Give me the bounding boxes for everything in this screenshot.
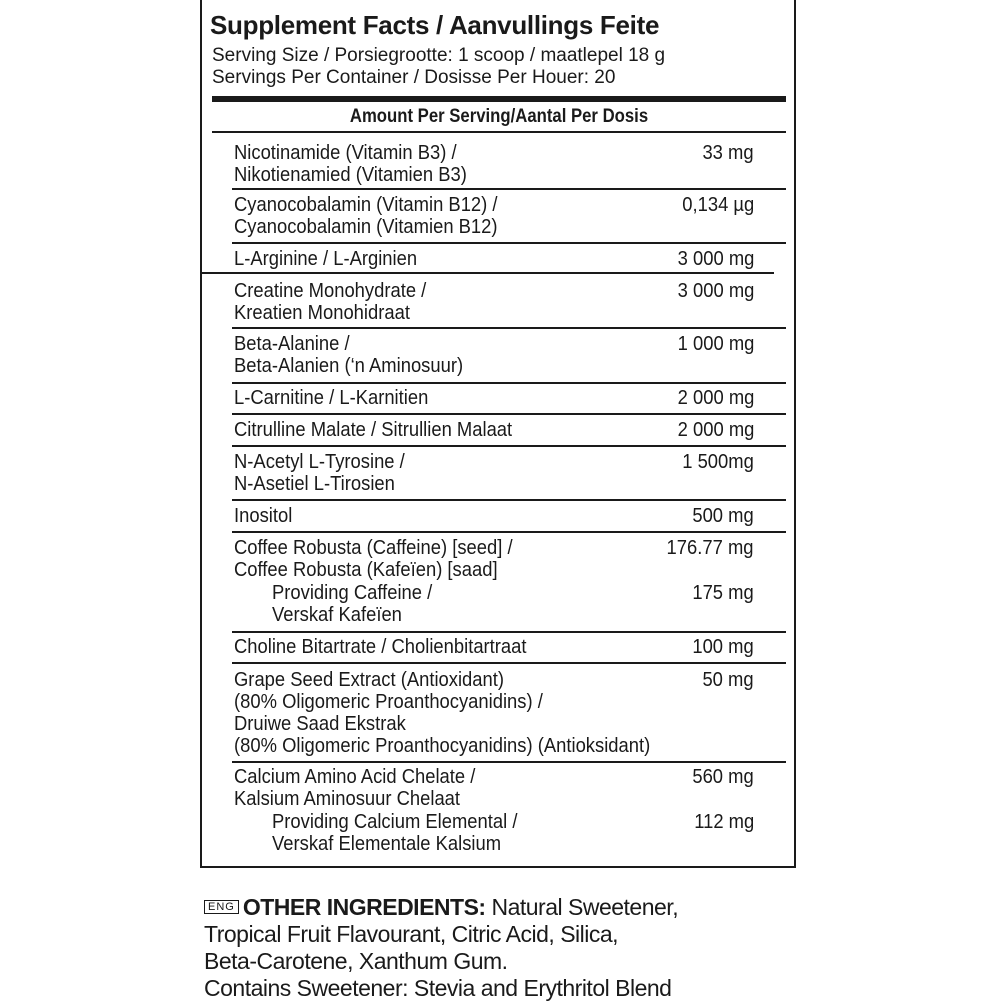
language-badge: ENG: [204, 900, 239, 914]
nutrient-name: L-Arginine / L-Arginien: [234, 248, 418, 270]
other-ingredients-heading: OTHER INGREDIENTS:: [242, 894, 486, 920]
row-divider: [232, 531, 786, 533]
amount-per-serving-header: Amount Per Serving/Aantal Per Dosis: [349, 106, 649, 127]
row-divider: [232, 499, 786, 501]
row-divider: [232, 413, 786, 415]
servings-per-container: Servings Per Container / Dosisse Per Houer: 20: [212, 67, 616, 88]
nutrient-name: Citrulline Malate / Sitrullien Malaat: [234, 419, 513, 441]
other-ingredients: [204, 894, 804, 1002]
nutrient-amount: 50 mg: [702, 669, 754, 691]
nutrient-name: Choline Bitartrate / Cholienbitartraat: [234, 636, 527, 658]
row-divider: [202, 272, 774, 274]
nutrient-amount: 2 000 mg: [677, 419, 754, 441]
panel-title: Supplement Facts / Aanvullings Feite: [210, 10, 660, 40]
nutrient-name: Grape Seed Extract (Antioxidant) (80% Oligomeric Proanthocyanidins) / Druiwe Saad Ekstrak (80% Oligomeric Proanthocyanidins) (Antioksidant): [234, 669, 651, 757]
nutrient-amount: 1 000 mg: [677, 333, 754, 355]
nutrient-name: Nicotinamide (Vitamin B3) / Nikotienamied (Vitamien B3): [234, 142, 467, 186]
supplement-facts-panel: [200, 0, 796, 868]
row-divider: [232, 761, 786, 763]
nutrient-amount: 2 000 mg: [677, 387, 754, 409]
header-divider: [212, 131, 786, 133]
nutrient-sub-amount: 175 mg: [692, 582, 754, 604]
nutrient-name: Cyanocobalamin (Vitamin B12) / Cyanocobalamin (Vitamien B12): [234, 194, 498, 238]
serving-size: Serving Size / Porsiegrootte: 1 scoop / maatlepel 18 g: [212, 45, 666, 66]
nutrient-name: L-Carnitine / L-Karnitien: [234, 387, 429, 409]
nutrient-amount: 1 500mg: [682, 451, 754, 473]
nutrient-sub-amount: 112 mg: [693, 811, 754, 833]
nutrient-name: N-Acetyl L-Tyrosine / N-Asetiel L-Tirosien: [234, 451, 405, 495]
nutrient-sub-name: Providing Calcium Elemental / Verskaf Elementale Kalsium: [272, 811, 518, 855]
nutrient-amount: 3 000 mg: [677, 280, 754, 302]
other-ingredients-line: Contains Sweetener: Stevia and Erythritol Blend: [204, 975, 672, 1001]
nutrient-sub-name: Providing Caffeine / Verskaf Kafeïen: [272, 582, 433, 626]
row-divider: [232, 445, 786, 447]
other-ingredients-text: Natural Sweetener,: [485, 894, 679, 920]
nutrient-name: Beta-Alanine / Beta-Alanien (‘n Aminosuur): [234, 333, 464, 377]
nutrient-amount: 100 mg: [692, 636, 754, 658]
thick-divider: [212, 96, 786, 102]
row-divider: [232, 242, 786, 244]
nutrient-name: Creatine Monohydrate / Kreatien Monohidraat: [234, 280, 427, 324]
nutrient-amount: 3 000 mg: [677, 248, 754, 270]
nutrient-name: Calcium Amino Acid Chelate / Kalsium Aminosuur Chelaat: [234, 766, 476, 810]
nutrient-name: Inositol: [234, 505, 293, 527]
nutrient-amount: 0,134 µg: [681, 194, 754, 216]
other-ingredients-line: Beta-Carotene, Xanthum Gum.: [204, 948, 508, 974]
other-ingredients-line: [204, 894, 804, 921]
row-divider: [232, 662, 786, 664]
nutrient-amount: 560 mg: [692, 766, 754, 788]
nutrient-amount: 500 mg: [692, 505, 754, 527]
nutrient-amount: 176.77 mg: [667, 537, 754, 559]
other-ingredients-line: Tropical Fruit Flavourant, Citric Acid, Silica,: [204, 921, 619, 947]
nutrient-amount: 33 mg: [702, 142, 754, 164]
row-divider: [232, 382, 786, 384]
row-divider: [232, 327, 786, 329]
nutrient-name: Coffee Robusta (Caffeine) [seed] / Coffee Robusta (Kafeïen) [saad]: [234, 537, 513, 581]
row-divider: [232, 188, 786, 190]
row-divider: [232, 631, 786, 633]
